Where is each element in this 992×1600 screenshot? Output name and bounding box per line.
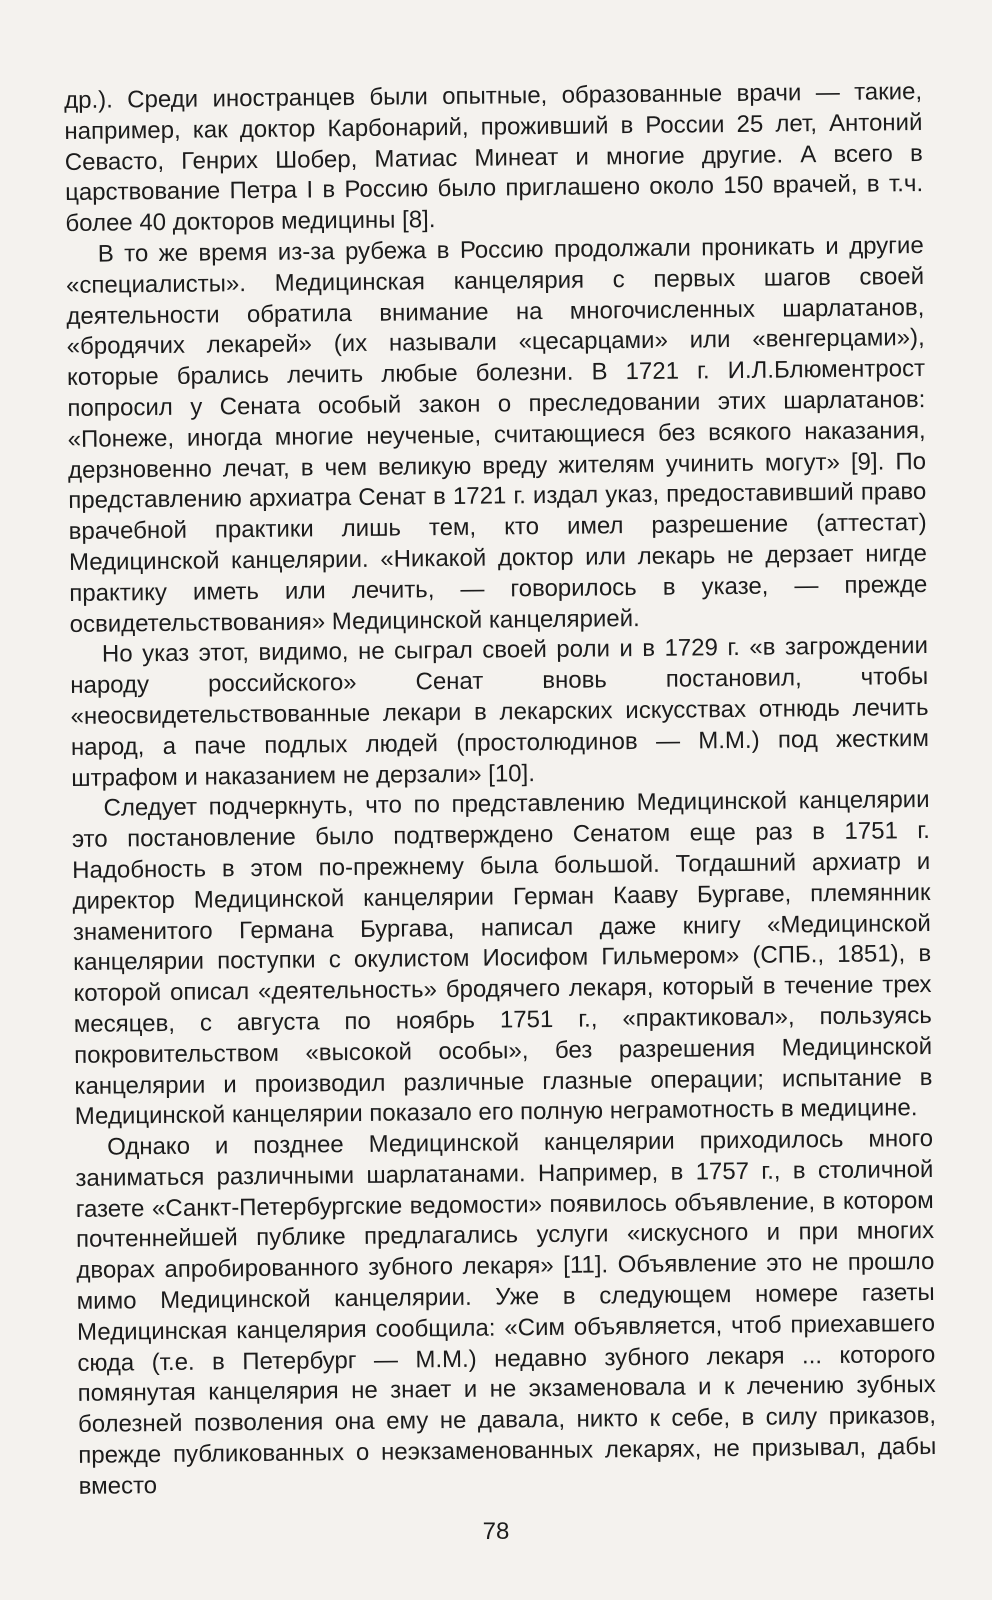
paragraph-5: Однако и позднее Медицинской канцелярии приходилось много заниматься различными шарлатанами. Например, в 1757 г., в столичной газете «Санкт-Петербургские ведомости» появилось объявление, в котором почтеннейшей публике предлагались услуги «искусного и при многих дворах апробированного зубного лекаря» [11]. Объявление это не прошло мимо Медицинской канцелярии. Уже в следующем номере газеты Медицинская канцелярия сообщила: «Сим объявляется, чтоб приехавшего сюда (т.е. в Петербург — М.М.) недавно зубного лекаря ... которого помянутая канцелярия не знает и не экзаменовала и к лечению зубных болезней позволения она ему не давала, никто к себе, в силу приказов, прежде публикованных о неэкзаменованных лекарях, не призывал, дабы вместо — [75, 1125, 937, 1500]
paragraph-3: Но указ этот, видимо, не сыграл своей роли и в 1729 г. «в загрождении народу российского» Сенат вновь постановил, чтобы «неосвидетельствованные лекари в лекарских искусствах отнюдь лечить народ, а паче подлых людей (простолюдинов — М.М.) под жестким штрафом и наказанием не дерзали» [10]. — [70, 632, 930, 792]
page-number: 78 — [482, 1518, 510, 1545]
page-text — [64, 77, 937, 1516]
paragraph-2: В то же время из-за рубежа в Россию продолжали проникать и другие «специалисты». Медицинская канцелярия с первых шагов своей деятельности обратила внимание на многочисленных шарлатанов, «бродячих лекарей» (их называли «цесарцами» или «венгерцами»), которые брались лечить любые болезни. В 1721 г. И.Л.Блюментрост попросил у Сената особый закон о преследовании этих шарлатанов: «Понеже, иногда многие неученые, считающиеся без всякого наказания, дерзновенно лечат, в чем великую вреду жителям учинить могут» [9]. По представлению архиатра Сенат в 1721 г. издал указ, предоставивший право врачебной практики лишь тем, кто имел разрешение (аттестат) Медицинской канцелярии. «Никакой доктор или лекарь не дерзает нигде практику иметь или лечить, — говорилось в указе, — прежде освидетельствования» Медицинской канцелярией. — [65, 231, 928, 638]
paragraph-4: Следует подчеркнуть, что по представлению Медицинской канцелярии это постановление было подтверждено Сенатом еще раз в 1751 г. Надобность в этом по-прежнему была большой. Тогдашний архиатр и директор Медицинской канцелярии Герман Кааву Бургаве, племянник знаменитого Германа Бургава, написал даже книгу «Медицинской канцелярии поступки с окулистом Иосифом Гильмером» (СПБ., 1851), в которой описал «деятельность» бродячего лекаря, который в течение трех месяцев, с августа по ноябрь 1751 г., «практиковал», пользуясь покровительством «высокой особы», без разрешения Медицинской канцелярии и производил различные глазные операции; испытание в Медицинской канцелярии показало его полную неграмотность в медицине. — [71, 786, 933, 1131]
paragraph-1: др.). Среди иностранцев были опытные, образованные врачи — такие, например, как доктор Карбонарий, проживший в России 25 лет, Антоний Севасто, Генрих Шобер, Матиас Минеат и многие другие. А всего в царствование Петра I в Россию было приглашено около 150 врачей, в т.ч. более 40 докторов медицины [8]. — [64, 78, 924, 238]
